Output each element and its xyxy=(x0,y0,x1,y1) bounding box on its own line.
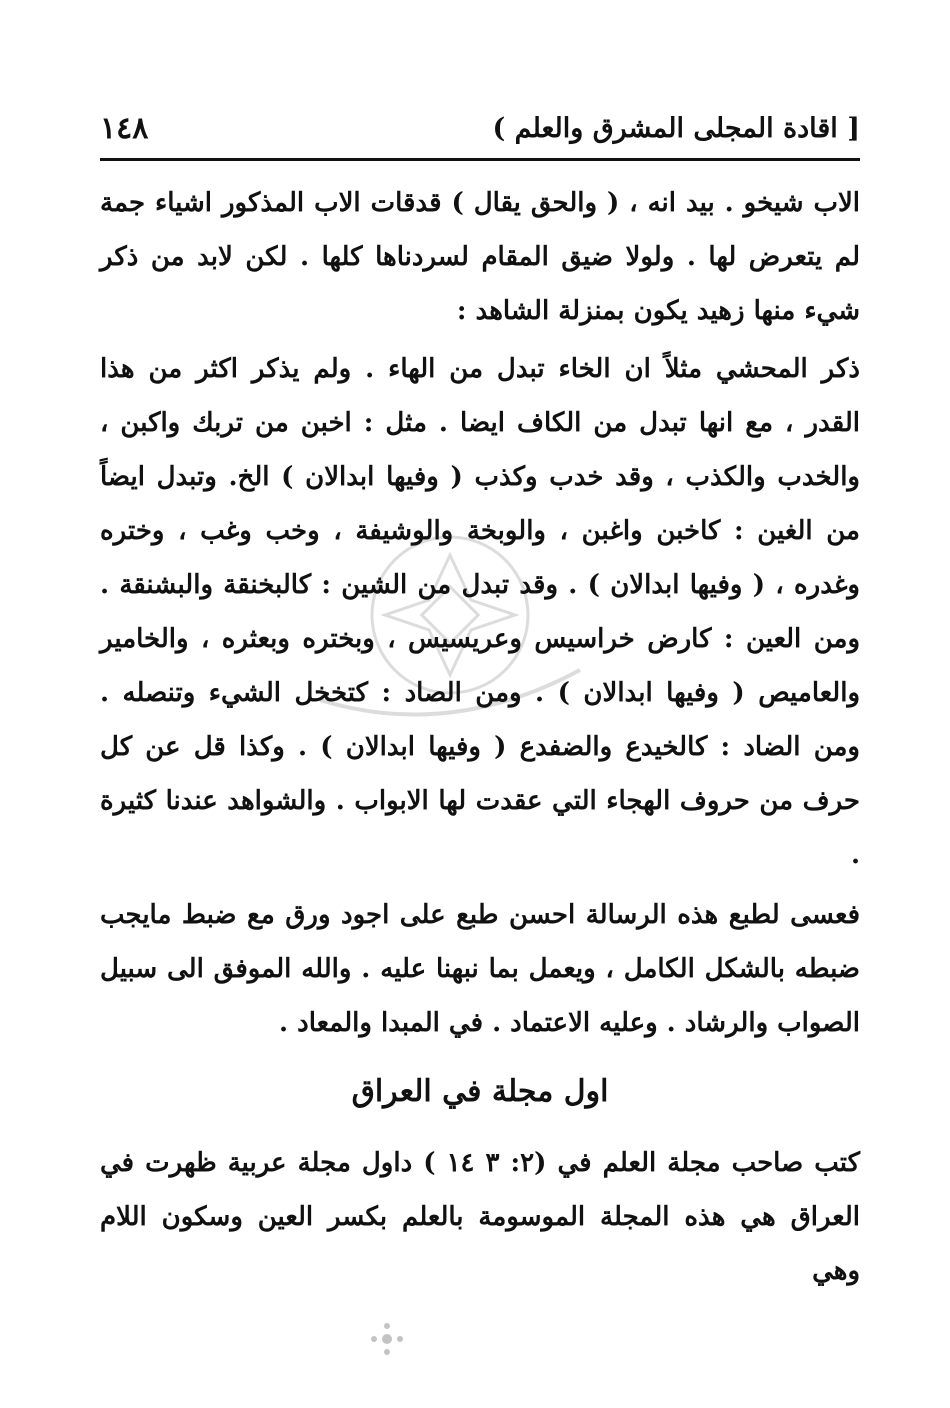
paragraph-text: الاب شيخو . بيد انه ، ( والحق يقال ) قدقات الاب المذكور اشياء جمة لم يتعرض لها . ولولا ضيق المقام لسردناها كلها . لكن لابد من ذكر شيء منها زهيد يكون بمنزلة الشاهد : xyxy=(100,188,860,326)
page-header xyxy=(100,100,860,156)
page-number: ١٤٨ xyxy=(100,110,149,146)
paragraph-intro xyxy=(100,176,860,338)
paragraph-examples xyxy=(100,342,860,882)
header-rule xyxy=(100,158,860,161)
paragraph-closing xyxy=(100,888,860,1050)
paragraph-text: فعسى لطبع هذه الرسالة احسن طبع على اجود ورق مع ضبط مايجب ضبطه بالشكل الكامل ، ويعمل بما نبهنا عليه . والله الموفق الى سبيل الصواب والرشاد . وعليه الاعتماد . في المبدا والمعاد . xyxy=(100,900,860,1038)
paragraph-text: كتب صاحب مجلة العلم في (٢: ٣ ١٤ ) داول مجلة عربية ظهرت في العراق هي هذه المجلة الموسومة بالعلم بكسر العين وسكون اللام وهي xyxy=(100,1148,860,1286)
floral-ornament-icon xyxy=(366,1318,408,1360)
paragraph-section xyxy=(100,1136,860,1298)
section-heading: اول مجلة في العراق xyxy=(351,1074,609,1109)
running-title: [ اقادة المجلى المشرق والعلم ) xyxy=(492,112,860,144)
paragraph-text: ذكر المحشي مثلاً ان الخاء تبدل من الهاء . ولم يذكر اكثر من هذا القدر ، مع انها تبدل من الكاف ايضا . مثل : اخبن من تربك واكبن ، والخدب والكذب ، وقد خدب وكذب ( وفيها ابدالان ) الخ. وتبدل ايضاً من الغين : كاخبن واغبن ، والوبخة والوشيفة ، وخب وغب ، وختره وغدره ، ( وفيها ابدالان ) . وقد تبدل من الشين : كالبخنقة والبشنقة . ومن العين : كارض خراسيس وعريسيس ، وبختره وبعثره ، والخامير والعاميص ( وفيها ابدالان ) . ومن الصاد : كتخخل الشيء وتنصله . ومن الضاد : كالخيدع والضفدع ( وفيها ابدالان ) . وكذا قل عن كل حرف من حروف الهجاء التي عقدت لها الابواب . والشواهد عندنا كثيرة . xyxy=(100,354,860,870)
